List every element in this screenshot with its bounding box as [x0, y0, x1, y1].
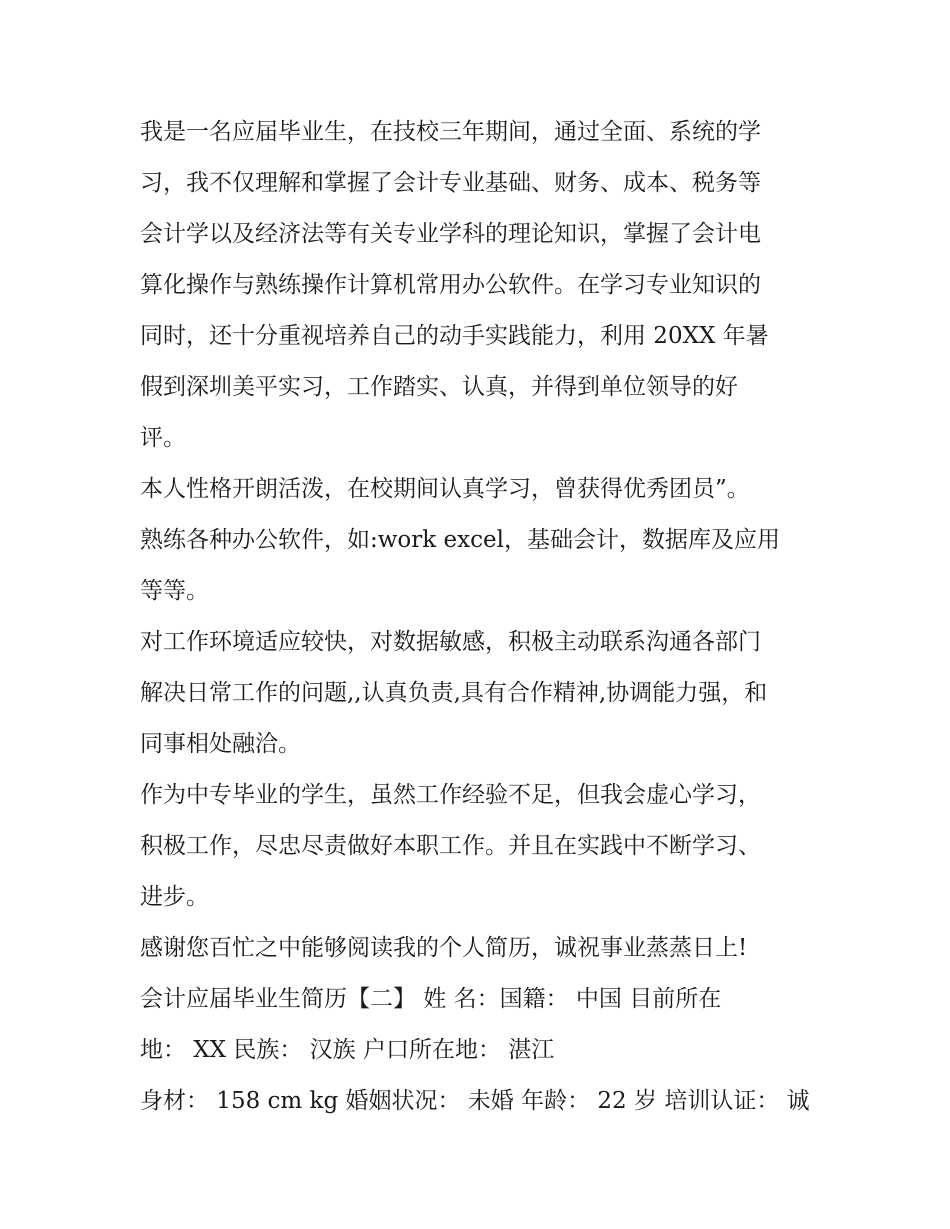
text-line: 习，我不仅理解和掌握了会计专业基础、财务、成本、税务等: [140, 170, 761, 196]
paragraph-resume-two-header: [140, 974, 820, 1076]
document-body: [140, 107, 820, 1127]
text-line: 假到深圳美平实习，工作踏实、认真，并得到单位领导的好: [140, 374, 738, 400]
text-line: 熟练各种办公软件，如:work excel，基础会计，数据库及应用: [140, 527, 780, 553]
paragraph-personality: [140, 464, 820, 515]
text-line: 会计学以及经济法等有关专业学科的理论知识，掌握了会计电: [140, 221, 761, 247]
paragraph-thanks: [140, 923, 820, 974]
paragraph-attitude: [140, 770, 820, 923]
text-line: 本人性格开朗活泼，在校期间认真学习，曾获得优秀团员”。: [140, 476, 750, 502]
paragraph-software-skills: [140, 515, 820, 617]
text-line: 评。: [140, 425, 186, 451]
paragraph-personal-details: [140, 1076, 820, 1127]
text-line: 同时，还十分重视培养自己的动手实践能力，利用 20XX 年暑: [140, 323, 769, 349]
text-line: 感谢您百忙之中能够阅读我的个人简历，诚祝事业蒸蒸日上!: [140, 935, 748, 961]
text-line: 解决日常工作的问题,,认真负责,具有合作精神,协调能力强，和: [140, 680, 768, 706]
text-line: 进步。: [140, 884, 209, 910]
text-line: 同事相处融洽。: [140, 731, 301, 757]
text-line: 身材： 158 cm kg 婚姻状况： 未婚 年龄： 22 岁 培训认证： 诚: [140, 1088, 810, 1114]
text-line: 作为中专毕业的学生，虽然工作经验不足，但我会虚心学习，: [140, 782, 761, 808]
paragraph-adaptability: [140, 617, 820, 770]
text-line: 地： XX 民族： 汉族 户口所在地： 湛江: [140, 1037, 555, 1063]
text-line: 对工作环境适应较快，对数据敏感，积极主动联系沟通各部门: [140, 629, 761, 655]
text-line: 我是一名应届毕业生，在技校三年期间，通过全面、系统的学: [140, 119, 761, 145]
text-line: 算化操作与熟练操作计算机常用办公软件。在学习专业知识的: [140, 272, 761, 298]
text-line: 积极工作，尽忠尽责做好本职工作。并且在实践中不断学习、: [140, 833, 761, 859]
text-line: 会计应届毕业生简历【二】 姓 名：国籍： 中国 目前所在: [140, 986, 722, 1012]
paragraph-intro: [140, 107, 820, 464]
text-line: 等等。: [140, 578, 209, 604]
